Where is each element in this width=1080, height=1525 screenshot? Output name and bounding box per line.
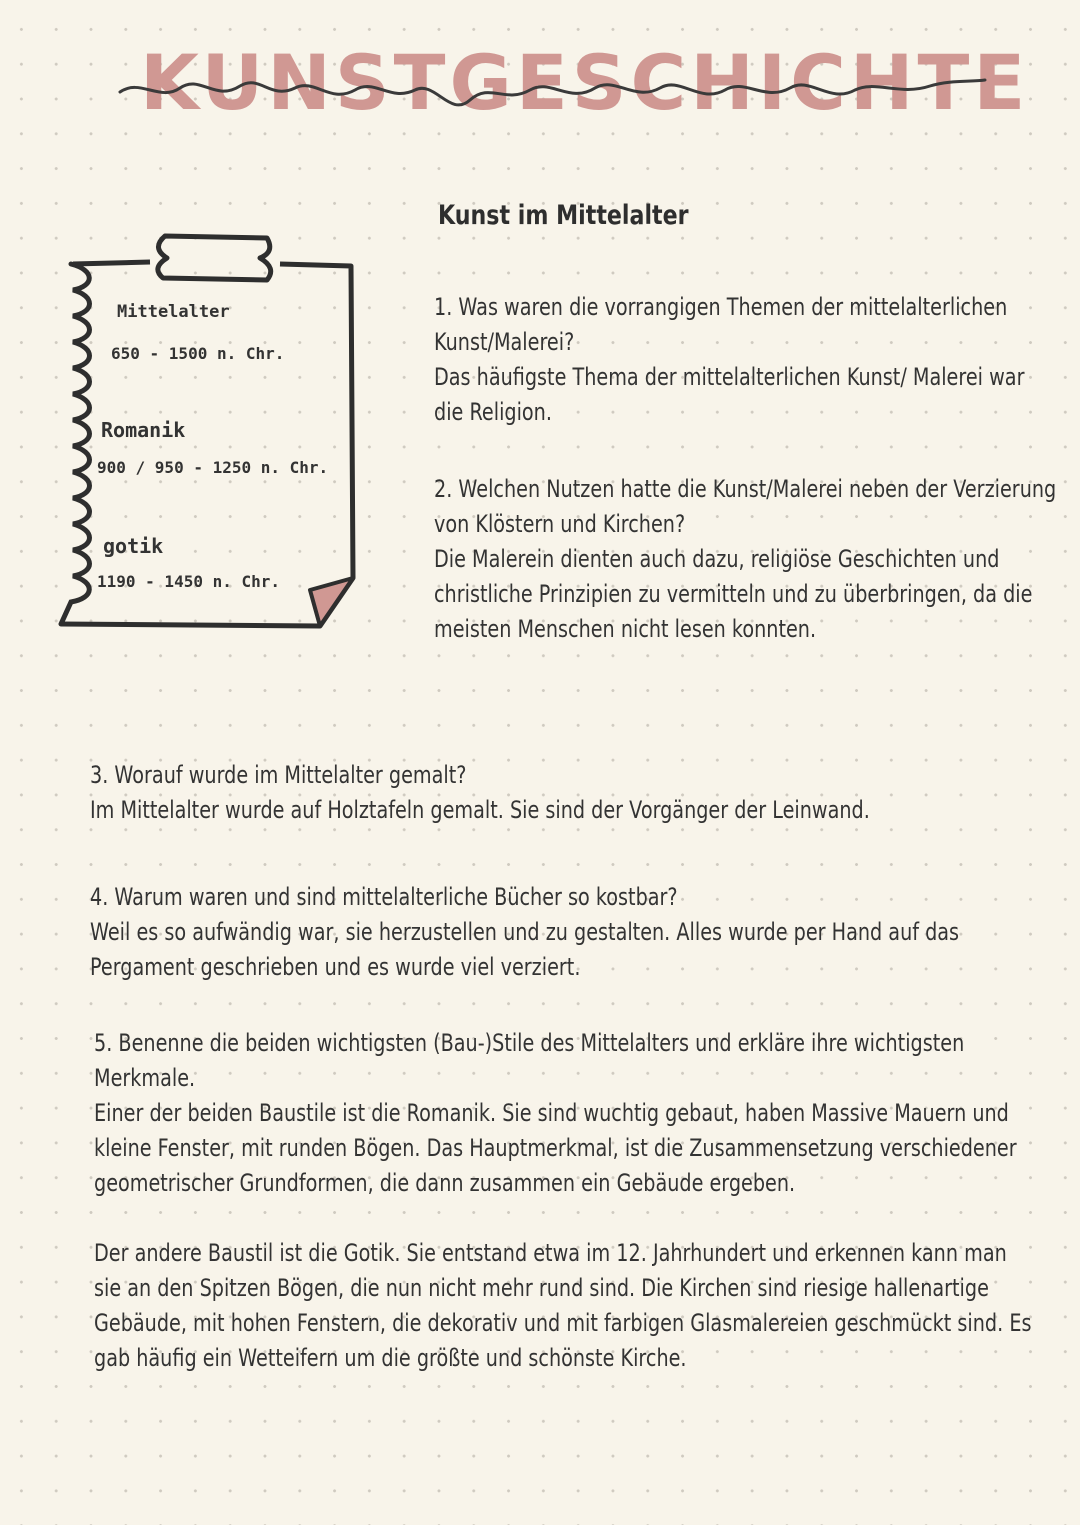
- question-text: 4. Warum waren und sind mittelalterliche Bücher so kostbar?: [90, 883, 678, 911]
- answer-text: Die Malerein dienten auch dazu, religiöse Geschichten und christliche Prinzipien zu vermitteln und zu überbringen, da die meisten Menschen nicht lesen konnten.: [434, 545, 1033, 643]
- question-text: 2. Welchen Nutzen hatte die Kunst/Malerei neben der Verzierung von Klöstern und Kirchen?: [434, 475, 1057, 538]
- timeline-note-card: [55, 228, 365, 638]
- answer-text: Weil es so aufwändig war, sie herzustellen und zu gestalten. Alles wurde per Hand auf das Pergament geschrieben und es wurde viel verziert.: [90, 918, 960, 981]
- question-block-2: [434, 472, 1074, 647]
- question-block-4: [90, 880, 1034, 985]
- answer-text-continued: Der andere Baustil ist die Gotik. Sie entstand etwa im 12. Jahrhundert und erkennen kann man sie an den Spitzen Bögen, die nun nicht mehr rund sind. Die Kirchen sind riesige hallenartige Gebäude, mit hohen Fenstern, die dekorativ und mit farbigen Glasmalereien geschmückt sind. Es gab häufig ein Wetteifern um die größte und schönste Kirche.: [94, 1239, 1032, 1372]
- question-text: 1. Was waren die vorrangigen Themen der mittelalterlichen Kunst/Malerei?: [434, 293, 1008, 356]
- page-title-block: [100, 30, 1030, 140]
- title-script-overlay: [100, 30, 1030, 140]
- answer-text: Das häufigste Thema der mittelalterlichen Kunst/ Malerei war die Religion.: [434, 363, 1025, 426]
- note-label-gotik: gotik: [103, 534, 164, 558]
- note-label-romanik: Romanik: [101, 418, 186, 442]
- question-block-3: [90, 758, 1034, 828]
- question-block-5: [94, 1026, 1038, 1376]
- section-heading: Kunst im Mittelalter: [438, 200, 689, 231]
- note-dates-gotik: 1190 - 1450 n. Chr.: [97, 572, 281, 591]
- note-dates-romanik: 900 / 950 - 1250 n. Chr.: [97, 458, 329, 477]
- note-dates-mittelalter: 650 - 1500 n. Chr.: [111, 344, 285, 363]
- note-label-mittelalter: Mittelalter: [117, 302, 230, 322]
- answer-text: Einer der beiden Baustile ist die Romanik. Sie sind wuchtig gebaut, haben Massive Mauern und kleine Fenster, mit runden Bögen. Das Hauptmerkmal, ist die Zusammensetzung verschiedener geometrischer Grundformen, die dann zusammen ein Gebäude ergeben.: [94, 1099, 1017, 1197]
- page-title: KUNSTGESCHICHTE: [140, 38, 1030, 127]
- question-text: 3. Worauf wurde im Mittelalter gemalt?: [90, 761, 467, 789]
- question-block-1: [434, 290, 1050, 430]
- question-text: 5. Benenne die beiden wichtigsten (Bau-)Stile des Mittelalters und erkläre ihre wichtigsten Merkmale.: [94, 1029, 965, 1092]
- answer-text: Im Mittelalter wurde auf Holztafeln gemalt. Sie sind der Vorgänger der Leinwand.: [90, 796, 870, 824]
